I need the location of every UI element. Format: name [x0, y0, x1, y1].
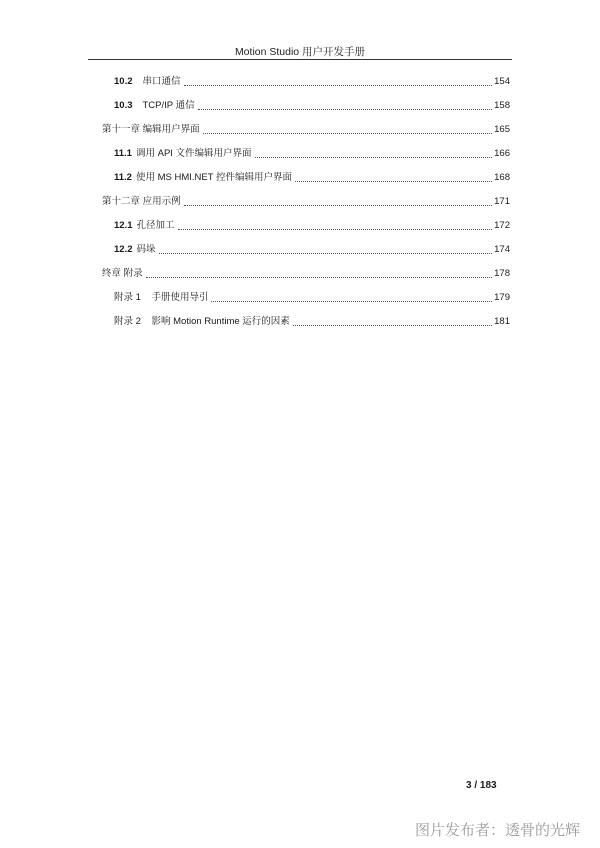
- page-number: 3 / 183: [466, 780, 497, 791]
- toc-entry-number: 12.2: [114, 244, 133, 255]
- toc-leader-dots: [184, 85, 493, 86]
- toc-leader-dots: [293, 325, 492, 326]
- toc-entry-number: 11.1: [114, 148, 132, 159]
- toc-entry-title: 调用 API 文件编辑用户界面: [135, 148, 252, 159]
- toc-entry-12-2[interactable]: [114, 244, 510, 256]
- toc-entry-page: 178: [494, 268, 510, 279]
- toc-leader-dots: [211, 301, 492, 302]
- toc-leader-dots: [159, 253, 493, 254]
- toc-leader-dots: [184, 205, 493, 206]
- toc-leader-dots: [198, 109, 493, 110]
- document-header-title: Motion Studio 用户开发手册: [234, 46, 366, 58]
- toc-entry-chapter-12[interactable]: [102, 196, 510, 208]
- toc-entry-page: 166: [494, 148, 510, 159]
- toc-entry-title: 终章 附录: [102, 268, 143, 279]
- header-divider: [88, 59, 512, 60]
- toc-entry-page: 158: [494, 100, 510, 111]
- toc-leader-dots: [178, 229, 493, 230]
- toc-entry-title: 附录 2 影响 Motion Runtime 运行的因素: [114, 316, 290, 327]
- toc-entry-appendix-1[interactable]: [114, 292, 510, 304]
- toc-entry-page: 172: [494, 220, 510, 231]
- toc-entry-title: 第十二章 应用示例: [102, 196, 181, 207]
- toc-entry-title: 第十一章 编辑用户界面: [102, 124, 200, 135]
- toc-leader-dots: [146, 277, 493, 278]
- toc-entry-11-2[interactable]: [114, 172, 510, 184]
- toc-entry-title: 码垛: [136, 244, 156, 255]
- toc-entry-title: 串口通信: [142, 76, 181, 87]
- toc-entry-page: 168: [494, 172, 510, 183]
- toc-leader-dots: [295, 181, 492, 182]
- toc-entry-page: 165: [494, 124, 510, 135]
- toc-entry-number: 12.1: [114, 220, 133, 231]
- toc-entry-number: 10.2: [114, 76, 133, 87]
- publisher-watermark: 图片发布者：透骨的光辉: [414, 822, 580, 839]
- toc-entry-10-2[interactable]: [114, 76, 510, 88]
- toc-leader-dots: [203, 133, 493, 134]
- toc-entry-page: 181: [494, 316, 510, 327]
- toc-entry-11-1[interactable]: [114, 148, 510, 160]
- toc-entry-chapter-11[interactable]: [102, 124, 510, 136]
- toc-entry-page: 179: [494, 292, 510, 303]
- toc-entry-appendix-chapter[interactable]: [102, 268, 510, 280]
- toc-leader-dots: [255, 157, 493, 158]
- toc-entry-title: 孔径加工: [136, 220, 175, 231]
- toc-entry-10-3[interactable]: [114, 100, 510, 112]
- toc-entry-title: TCP/IP 通信: [142, 100, 195, 111]
- toc-entry-page: 154: [494, 76, 510, 87]
- toc-entry-appendix-2[interactable]: [114, 316, 510, 328]
- toc-entry-number: 10.3: [114, 100, 133, 111]
- toc-entry-title: 附录 1 手册使用导引: [114, 292, 209, 303]
- toc-entry-title: 使用 MS HMI.NET 控件编辑用户界面: [135, 172, 293, 183]
- toc-entry-page: 171: [494, 196, 510, 207]
- toc-entry-number: 11.2: [114, 172, 132, 183]
- toc-entry-page: 174: [494, 244, 510, 255]
- toc-entry-12-1[interactable]: [114, 220, 510, 232]
